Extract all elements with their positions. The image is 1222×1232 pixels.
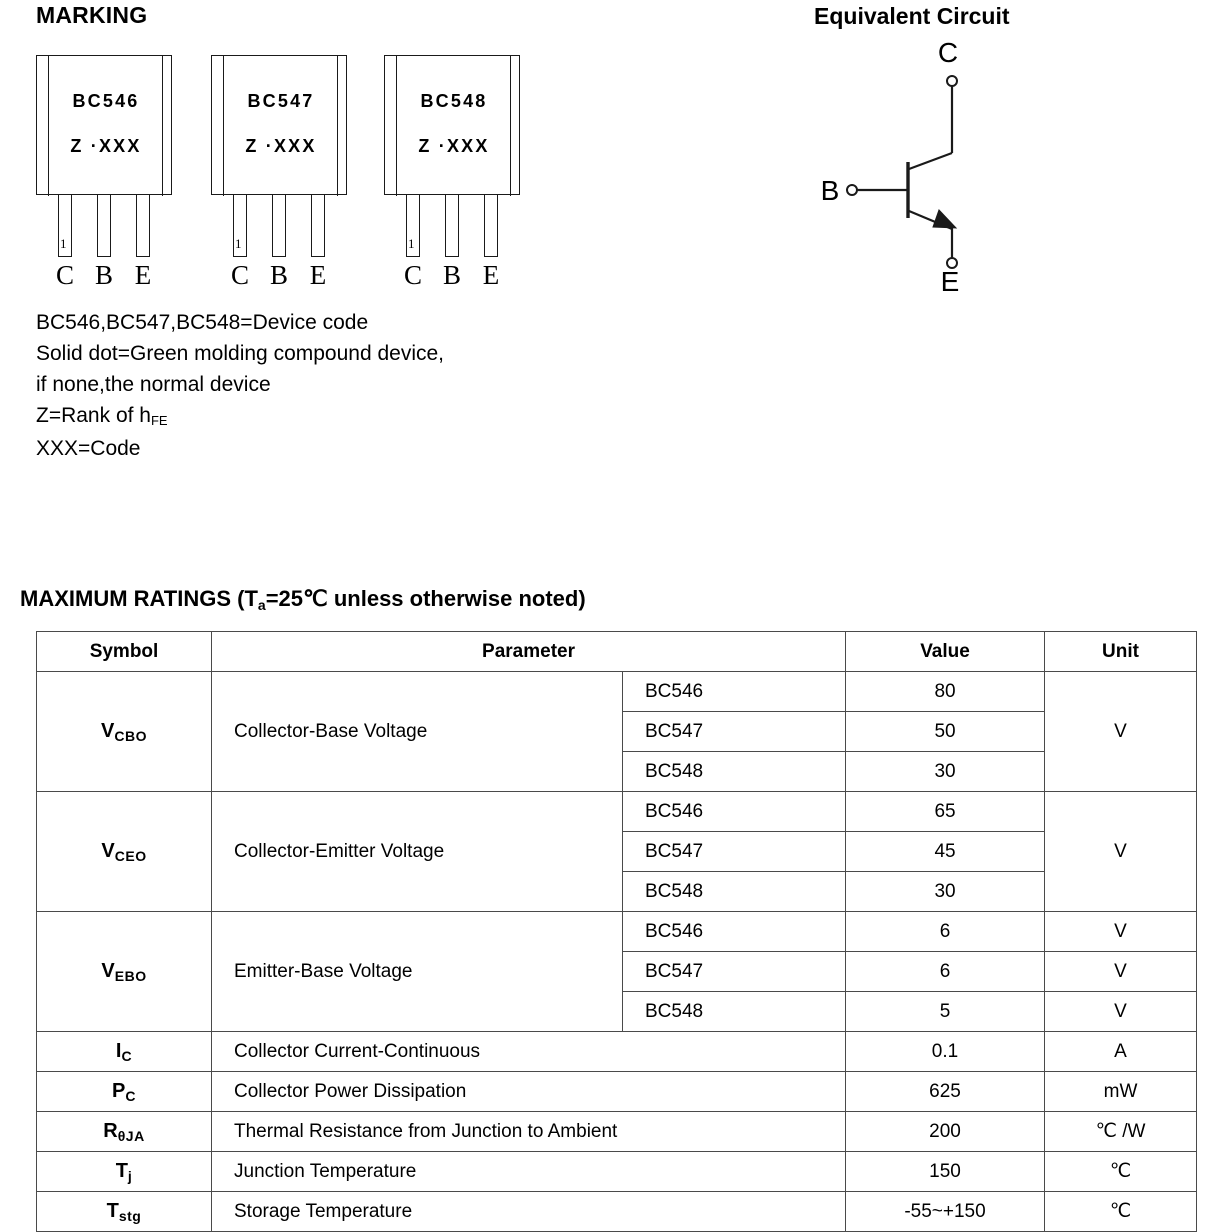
note-rank-hfe-text: Z=Rank of h (36, 404, 151, 427)
parameter-cell: Storage Temperature (212, 1192, 846, 1232)
package-lead-3 (136, 195, 150, 257)
table-row (37, 912, 1197, 952)
pin-label-emitter: E (482, 260, 500, 290)
table-row (37, 1032, 1197, 1072)
pin-number-label: 1 (60, 236, 67, 251)
table-row (37, 792, 1197, 832)
symbol-main: V (101, 960, 115, 982)
unit-cell: A (1045, 1032, 1197, 1072)
package-lead-2 (445, 195, 459, 257)
symbol-cell-vcbo (37, 672, 212, 792)
unit-cell: V (1045, 952, 1197, 992)
value-cell: 45 (846, 832, 1045, 872)
device-cell: BC546 (623, 672, 846, 712)
value-cell: 6 (846, 912, 1045, 952)
package-lead-2 (272, 195, 286, 257)
pin-label-emitter: E (134, 260, 152, 290)
unit-cell: ℃ (1045, 1152, 1197, 1192)
table-row (37, 1072, 1197, 1112)
ratings-title-prefix: MAXIMUM RATINGS (T (20, 586, 258, 611)
unit-cell-vcbo: V (1045, 672, 1197, 792)
ratings-title-subscript: a (257, 597, 266, 613)
symbol-cell-rthja (37, 1112, 212, 1152)
value-cell: 80 (846, 672, 1045, 712)
pin-label-base: B (442, 260, 461, 290)
base-node-circle (847, 185, 857, 195)
device-cell: BC547 (623, 832, 846, 872)
unit-cell: V (1045, 912, 1197, 952)
table-row (37, 1192, 1197, 1232)
package-rank-code: Z ·XXX (245, 136, 317, 156)
package-device-code: BC547 (247, 91, 315, 111)
value-cell: -55~+150 (846, 1192, 1045, 1232)
symbol-main: P (112, 1080, 126, 1102)
parameter-cell-vcbo: Collector-Base Voltage (212, 672, 623, 792)
package-body (211, 55, 347, 195)
pin-label-collector: C (230, 260, 249, 290)
symbol-subscript: θJA (117, 1128, 145, 1144)
column-header-parameter: Parameter (212, 632, 846, 672)
device-cell: BC548 (623, 992, 846, 1032)
maximum-ratings-table (36, 631, 1197, 1232)
column-header-symbol: Symbol (37, 632, 212, 672)
ratings-title-suffix: =25℃ unless otherwise noted) (265, 586, 586, 611)
package-edge-line-right (510, 56, 511, 196)
symbol-cell-tstg (37, 1192, 212, 1232)
collector-terminal-label: C (937, 37, 959, 68)
column-header-unit: Unit (1045, 632, 1197, 672)
value-cell: 5 (846, 992, 1045, 1032)
table-row (37, 1152, 1197, 1192)
symbol-subscript: EBO (114, 968, 147, 984)
base-terminal-label: B (820, 175, 840, 206)
package-edge-line-left (48, 56, 49, 196)
table-header-row (37, 632, 1197, 672)
table-row (37, 672, 1197, 712)
symbol-subscript: C (125, 1088, 136, 1104)
package-edge-line-right (337, 56, 338, 196)
value-cell: 200 (846, 1112, 1045, 1152)
device-cell: BC546 (623, 792, 846, 832)
package-device-code: BC548 (420, 91, 488, 111)
pin-label-collector: C (403, 260, 422, 290)
pin-number-label: 1 (235, 236, 242, 251)
symbol-main: R (103, 1120, 118, 1142)
note-xxx-code: XXX=Code (36, 437, 141, 460)
pin-label-collector: C (55, 260, 74, 290)
note-normal-device: if none,the normal device (36, 373, 271, 396)
package-edge-line-left (223, 56, 224, 196)
value-cell: 6 (846, 952, 1045, 992)
device-cell: BC548 (623, 752, 846, 792)
value-cell: 50 (846, 712, 1045, 752)
emitter-terminal-label: E (940, 266, 960, 291)
parameter-cell-vebo: Emitter-Base Voltage (212, 912, 623, 1032)
parameter-cell: Junction Temperature (212, 1152, 846, 1192)
value-cell: 0.1 (846, 1032, 1045, 1072)
package-lead-3 (484, 195, 498, 257)
symbol-cell-ic (37, 1032, 212, 1072)
marking-section-title: MARKING (36, 2, 148, 28)
package-lead-2 (97, 195, 111, 257)
pin-number-label: 1 (408, 236, 415, 251)
equivalent-circuit-title: Equivalent Circuit (814, 3, 1010, 29)
symbol-main: V (101, 720, 115, 742)
package-rank-code: Z ·XXX (418, 136, 490, 156)
hfe-subscript: FE (150, 413, 168, 428)
package-body (36, 55, 172, 195)
package-rank-code: Z ·XXX (70, 136, 142, 156)
table-row (37, 1112, 1197, 1152)
value-cell: 30 (846, 752, 1045, 792)
note-rank-hfe (36, 400, 444, 433)
collector-wire-diagonal (909, 153, 952, 169)
symbol-subscript: stg (118, 1208, 142, 1224)
value-cell: 30 (846, 872, 1045, 912)
symbol-cell-pc (37, 1072, 212, 1112)
note-solid-dot: Solid dot=Green molding compound device, (36, 342, 445, 365)
value-cell: 65 (846, 792, 1045, 832)
symbol-subscript: C (121, 1048, 133, 1064)
pin-label-base: B (269, 260, 288, 290)
maximum-ratings-title (20, 586, 586, 612)
emitter-arrowhead-icon (933, 210, 956, 228)
parameter-cell-vceo: Collector-Emitter Voltage (212, 792, 623, 912)
column-header-value: Value (846, 632, 1045, 672)
unit-cell: V (1045, 992, 1197, 1032)
symbol-main: T (106, 1200, 119, 1222)
symbol-cell-vceo (37, 792, 212, 912)
symbol-cell-vebo (37, 912, 212, 1032)
unit-cell: ℃ /W (1045, 1112, 1197, 1152)
value-cell: 150 (846, 1152, 1045, 1192)
package-body (384, 55, 520, 195)
note-device-code: BC546,BC547,BC548=Device code (36, 311, 369, 334)
marking-notes (36, 307, 444, 464)
symbol-main: T (115, 1160, 128, 1182)
symbol-subscript: j (127, 1168, 133, 1184)
symbol-subscript: CEO (114, 848, 147, 864)
symbol-main: I (115, 1040, 122, 1062)
equivalent-circuit-diagram (790, 36, 1070, 291)
package-lead-3 (311, 195, 325, 257)
collector-node-circle (947, 76, 957, 86)
parameter-cell: Collector Current-Continuous (212, 1032, 846, 1072)
device-cell: BC547 (623, 712, 846, 752)
symbol-subscript: CBO (114, 728, 147, 744)
device-cell: BC547 (623, 952, 846, 992)
device-cell: BC548 (623, 872, 846, 912)
pin-label-base: B (94, 260, 113, 290)
unit-cell: ℃ (1045, 1192, 1197, 1232)
package-edge-line-right (162, 56, 163, 196)
symbol-cell-tj (37, 1152, 212, 1192)
value-cell: 625 (846, 1072, 1045, 1112)
parameter-cell: Collector Power Dissipation (212, 1072, 846, 1112)
device-cell: BC546 (623, 912, 846, 952)
symbol-main: V (101, 840, 115, 862)
unit-cell-vceo: V (1045, 792, 1197, 912)
package-device-code: BC546 (72, 91, 140, 111)
parameter-cell: Thermal Resistance from Junction to Ambient (212, 1112, 846, 1152)
pin-label-emitter: E (309, 260, 327, 290)
unit-cell: mW (1045, 1072, 1197, 1112)
package-edge-line-left (396, 56, 397, 196)
